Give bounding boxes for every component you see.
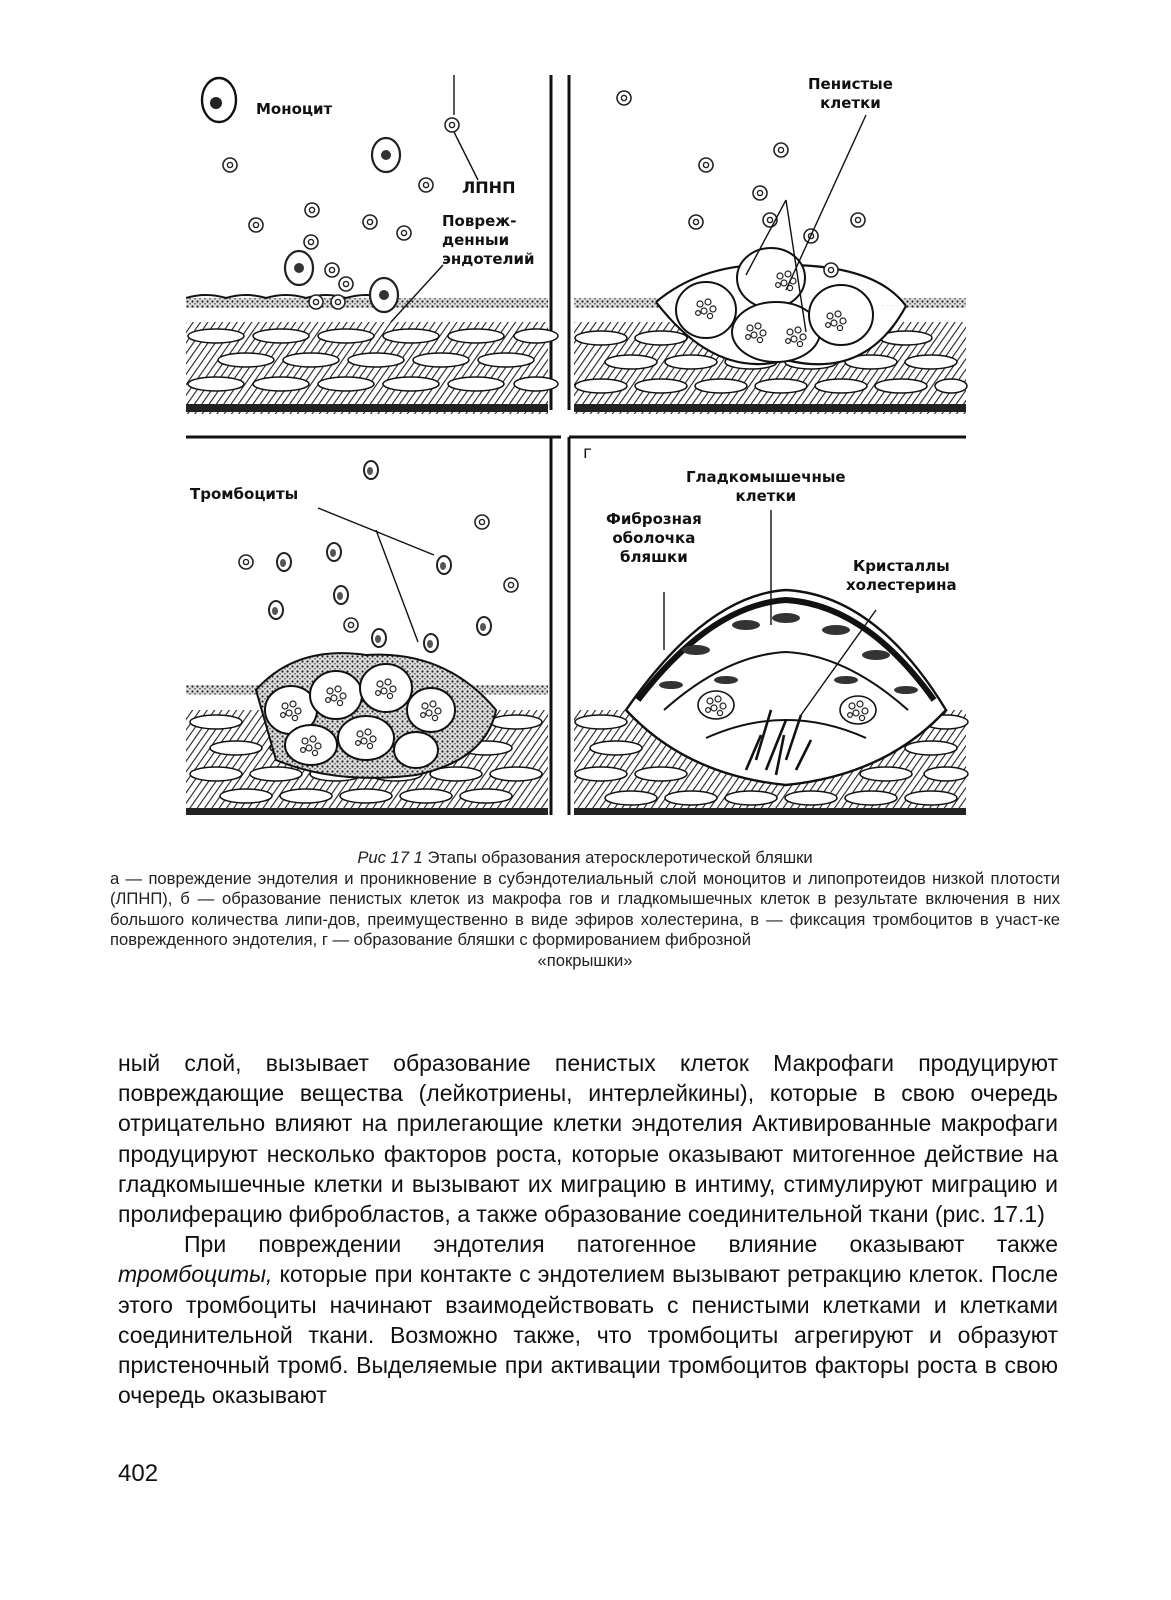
paragraph-2-start: При повреждении эндотелия патогенное влияние оказывают также <box>184 1231 1058 1258</box>
label-monocyte: Моноцит <box>256 100 333 118</box>
label-damaged-endothelium: Повреж- денныи эндотелий <box>442 212 535 268</box>
panel-b-foam-cells <box>617 91 873 362</box>
label-smooth-muscle-cells: Гладкомышечные клетки <box>686 468 846 505</box>
caption-tail: «покрышки» <box>537 950 633 970</box>
label-cholesterol-crystals: Кристаллы холестерина <box>846 557 957 594</box>
body-text <box>118 1048 1058 1410</box>
atherosclerosis-figure <box>186 70 986 845</box>
caption-text: а — повреждение эндотелия и проникновение в субэндотелиальный слой моноцитов и липопротеидов низкой плотости (ЛПНП), б — образование пенистых клеток из макрофа гов и гладкомышечных клеток в результате включения в них большого количества липи-дов, преимущественно в виде эфиров холестерина, в — фиксация тромбоцитов в участ-ке поврежденного эндотелия, г — образование бляшки с формированием фиброзной <box>110 868 1060 949</box>
paragraph-2 <box>118 1229 1058 1410</box>
label-fibrous-cap: Фиброзная оболочка бляшки <box>606 510 702 566</box>
label-foam-cells: Пенистые клетки <box>808 75 893 112</box>
paragraph-2-italic: тромбоциты, <box>118 1261 273 1288</box>
paragraph-1: ный слой, вызывает образование пенистых клеток Макрофаги продуцируют повреждающие вещества (лейкотриены, интерлейкины), которые в свою очередь отрицательно влияют на прилегающие клетки эндотелия Активированные макрофаги продуцируют несколько факторов роста, которые оказывают митогенное действие на гладкомышечные клетки и вызывают их миграцию в интиму, стимулируют миграцию и пролиферацию фибробластов, а также образование соединительной ткани (рис. 17.1) <box>118 1050 1058 1228</box>
caption-title: Этапы образования атеросклеротической бляшки <box>427 848 813 867</box>
panel-c-plaque <box>239 461 518 778</box>
panel-a-cells <box>202 75 478 322</box>
panel-letter-g: г <box>583 443 592 463</box>
caption-title-line <box>110 848 1060 869</box>
label-ldl: ЛПНП <box>462 178 516 197</box>
label-platelets: Тромбоциты <box>190 485 299 503</box>
panel-a-vessel-wall <box>186 295 558 414</box>
figure-caption <box>110 848 1060 971</box>
page-number: 402 <box>118 1460 159 1487</box>
paragraph-2-rest: которые при контакте с эндотелием вызывают ретракцию клеток. После этого тромбоциты начинают взаимодействовать с пенистыми клетками и клетками соединительной ткани. Возможно также, что тромбоциты агрегируют и образуют пристеночный тромб. Выделяемые при активации тромбоцитов факторы роста в свою очередь оказывают <box>118 1261 1059 1409</box>
caption-figure-number: Рис 17 1 <box>357 848 423 867</box>
